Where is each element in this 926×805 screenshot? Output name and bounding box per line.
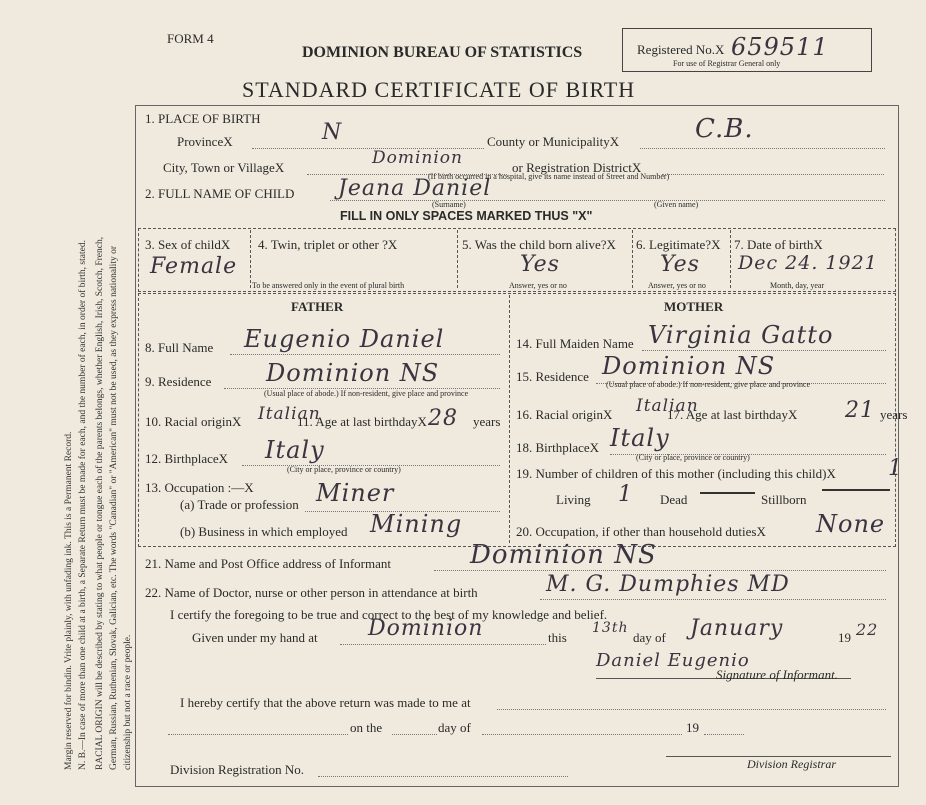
twin-label: 4. Twin, triplet or other ?X xyxy=(258,237,398,252)
doctor-label: 22. Name of Doctor, nurse or other person in attendance at birth xyxy=(145,585,478,600)
father-birthplace-value: Italy xyxy=(265,436,325,464)
surname-caption: (Surname) xyxy=(432,200,466,209)
dead-dash xyxy=(700,492,755,494)
mother-occupation-value: None xyxy=(816,510,886,538)
father-residence-value: Dominion NS xyxy=(266,359,440,387)
informant-label: 21. Name and Post Office address of Informant xyxy=(145,556,391,571)
legitimate-value: Yes xyxy=(660,252,700,277)
father-heading: FATHER xyxy=(291,299,344,314)
children-count-label: 19. Number of children of this mother (including this child)X xyxy=(516,466,836,481)
father-racial-label: 10. Racial originX xyxy=(145,414,242,429)
form-number: FORM 4 xyxy=(167,31,214,46)
birthdate-note: Month, day, year xyxy=(770,281,825,290)
child-name-label: 2. FULL NAME OF CHILD xyxy=(145,186,295,201)
signature-caption: Signature of Informant. xyxy=(716,667,838,682)
month-value: January xyxy=(690,616,784,641)
living-label: Living xyxy=(556,492,591,507)
father-residence-label: 9. Residence xyxy=(145,374,212,389)
informant-signature: Daniel Eugenio xyxy=(596,650,750,671)
bureau-name: DOMINION BUREAU OF STATISTICS xyxy=(302,44,583,61)
this-label: this xyxy=(548,630,567,645)
business-value: Mining xyxy=(370,510,463,538)
mother-name-value: Virginia Gatto xyxy=(648,321,834,349)
registered-box xyxy=(622,28,872,72)
alive-note: Answer, yes or no xyxy=(509,281,567,290)
mother-residence-label: 15. Residence xyxy=(516,369,589,384)
father-age-unit: years xyxy=(473,414,501,429)
alive-value: Yes xyxy=(520,252,560,277)
certificate-title: STANDARD CERTIFICATE OF BIRTH xyxy=(242,77,636,102)
margin-note-2: N. B.—In case of more than one child at a birth, a Separate Return must be made for each, and the number of each, in order of birth, stated. xyxy=(78,240,88,770)
county-value: C.B. xyxy=(695,114,754,144)
district-label: or Registration DistrictX xyxy=(512,160,642,175)
mother-occupation-label: 20. Occupation, if other than household dutiesX xyxy=(516,524,766,539)
father-name-label: 8. Full Name xyxy=(145,340,214,355)
mother-age-value: 21 xyxy=(845,398,875,423)
county-line xyxy=(640,148,885,149)
province-value: N xyxy=(322,120,343,145)
mother-age-unit: years xyxy=(880,407,908,422)
business-label: (b) Business in which employed xyxy=(180,524,348,539)
father-birthplace-label: 12. BirthplaceX xyxy=(145,451,229,466)
hospital-note: (If birth occurred in a hospital, give its name instead of Street and Number) xyxy=(428,172,670,181)
given-name-caption: (Given name) xyxy=(654,200,699,209)
children-count-value: 1 xyxy=(888,456,903,481)
father-residence-note: (Usual place of abode.) If non-resident, give place and province xyxy=(264,389,469,398)
stillborn-label: Stillborn xyxy=(761,492,807,507)
day-of-label: day of xyxy=(633,630,666,645)
mother-racial-value: Italian xyxy=(636,396,699,416)
child-name-value: Jeana Daniel xyxy=(338,176,492,201)
division-registration-label: Division Registration No. xyxy=(170,762,304,777)
return-year-prefix: 19 xyxy=(686,720,699,735)
return-year-line xyxy=(704,734,744,735)
fill-instruction: FILL IN ONLY SPACES MARKED THUS "X" xyxy=(340,209,593,223)
return-day-line xyxy=(392,734,437,735)
given-place-line xyxy=(340,644,546,645)
return-place-line xyxy=(497,709,886,710)
parents-divider xyxy=(509,295,511,543)
certify-statement: I certify the foregoing to be true and correct to the best of my knowledge and belief. xyxy=(170,607,608,622)
given-under-label: Given under my hand at xyxy=(192,630,318,645)
province-label: ProvinceX xyxy=(177,134,233,149)
sex-label: 3. Sex of childX xyxy=(145,237,231,252)
father-name-line xyxy=(230,354,500,355)
divider xyxy=(632,230,634,288)
mother-residence-value: Dominion NS xyxy=(602,352,776,380)
county-label: County or MunicipalityX xyxy=(487,134,620,149)
doctor-line xyxy=(540,599,886,600)
registered-label: Registered No.X xyxy=(637,42,725,57)
district-line xyxy=(662,174,884,175)
divider xyxy=(730,230,732,288)
father-age-label: 11. Age at last birthdayX xyxy=(297,414,427,429)
legitimate-label: 6. Legitimate?X xyxy=(636,237,721,252)
father-occupation-label: 13. Occupation :—X xyxy=(145,480,254,495)
father-birthplace-note: (City or place, province or country) xyxy=(287,465,401,474)
divider xyxy=(250,230,252,288)
margin-note-1: Margin reserved for bindin. Vrite plainly, with unfading ink. This is a Permanent Record. xyxy=(64,431,74,770)
informant-line xyxy=(434,570,886,571)
sex-value: Female xyxy=(150,254,238,279)
dead-label: Dead xyxy=(660,492,688,507)
mother-residence-note: (Usual place of abode.) If non-resident, give place and province xyxy=(606,380,811,389)
return-statement: I hereby certify that the above return was made to me at xyxy=(180,695,471,710)
mother-age-label: 17. Age at last birthdayX xyxy=(667,407,798,422)
father-age-value: 28 xyxy=(428,406,458,431)
mother-name-line xyxy=(642,350,886,351)
given-place-value: Dominion xyxy=(368,616,484,641)
mother-birthplace-value: Italy xyxy=(610,424,670,452)
trade-label: (a) Trade or profession xyxy=(180,497,299,512)
place-section-label: 1. PLACE OF BIRTH xyxy=(145,111,261,126)
mother-racial-label: 16. Racial originX xyxy=(516,407,613,422)
registrar-caption: Division Registrar xyxy=(747,757,836,771)
day-value: 13th xyxy=(592,620,629,636)
divider xyxy=(457,230,459,288)
legitimate-note: Answer, yes or no xyxy=(648,281,706,290)
margin-note-3: RACIAL ORIGIN will be described by stating to what people or tongue each of the parents belongs, whether English, Irish, Scotch, French, xyxy=(95,236,105,770)
margin-note-5: citizenship but not a race or people. xyxy=(123,634,133,770)
year-value: 22 xyxy=(856,620,879,639)
mother-birthplace-note: (City or place, province or country) xyxy=(636,453,750,462)
mother-name-label: 14. Full Maiden Name xyxy=(516,336,634,351)
birthdate-value: Dec 24. 1921 xyxy=(738,252,878,274)
registered-number: 659511 xyxy=(731,33,829,61)
division-registration-line xyxy=(318,776,568,777)
mother-birthplace-label: 18. BirthplaceX xyxy=(516,440,600,455)
return-month-line xyxy=(482,734,682,735)
on-the-label: on the xyxy=(350,720,383,735)
city-value: Dominion xyxy=(372,148,463,168)
margin-note-4: German, Russian, Ruthenian, Slovak, Galician, etc. The words "Canadian" or "American" must not be used, as they express nationality or xyxy=(109,246,119,770)
informant-value: Dominion NS xyxy=(470,540,657,570)
stillborn-dash xyxy=(822,489,890,491)
return-day-of-label: day of xyxy=(438,720,471,735)
father-name-value: Eugenio Daniel xyxy=(244,325,445,353)
return-pre-line xyxy=(168,734,348,735)
living-value: 1 xyxy=(618,482,633,507)
registered-note: For use of Registrar General only xyxy=(673,59,781,68)
year-prefix: 19 xyxy=(838,630,851,645)
father-racial-value: Italian xyxy=(258,404,321,424)
mother-heading: MOTHER xyxy=(664,299,724,314)
twin-note: To be answered only in the event of plural birth xyxy=(252,281,405,290)
alive-label: 5. Was the child born alive?X xyxy=(462,237,616,252)
city-label: City, Town or VillageX xyxy=(163,160,285,175)
doctor-value: M. G. Dumphies MD xyxy=(546,572,790,597)
trade-value: Miner xyxy=(316,479,395,507)
birthdate-label: 7. Date of birthX xyxy=(734,237,823,252)
